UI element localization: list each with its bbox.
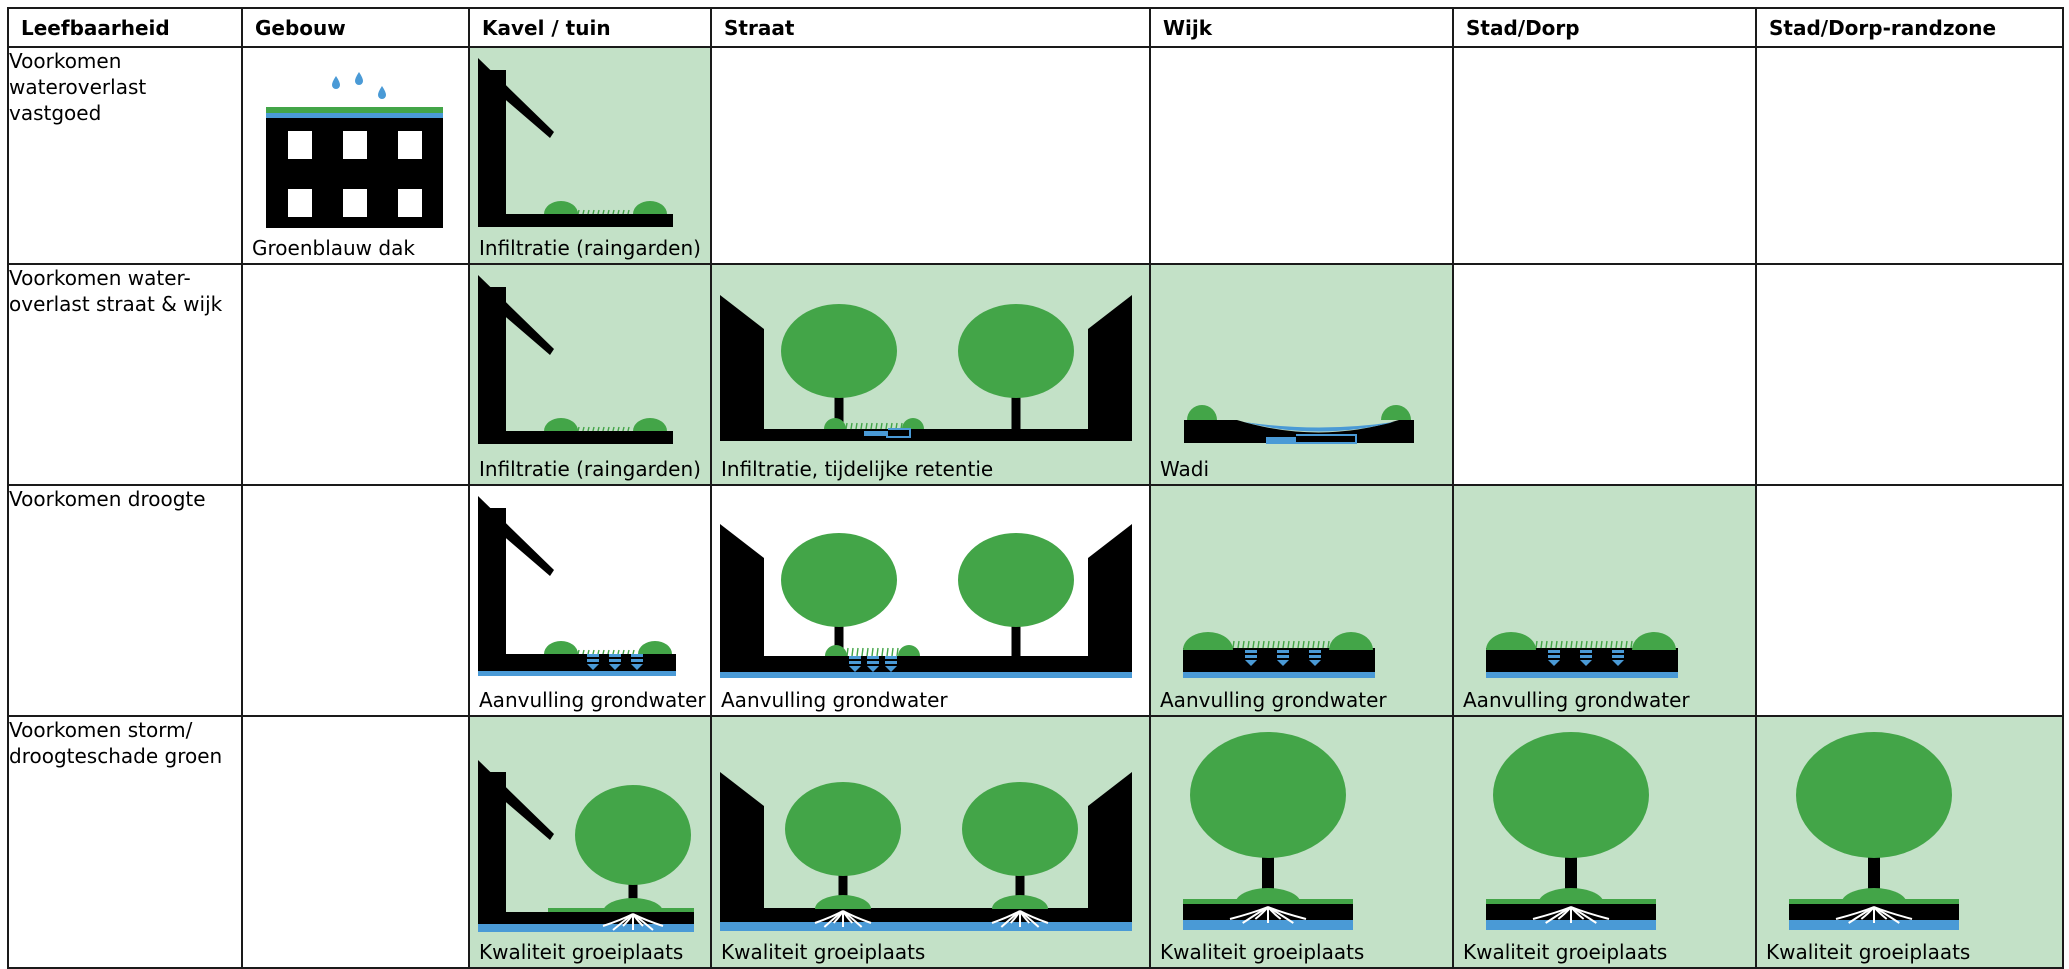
table-row: [8, 264, 2063, 485]
illustration-shape: [598, 650, 599, 654]
illustration-shape: [603, 427, 604, 431]
illustration-shape: [1612, 655, 1624, 658]
illustration-shape: [288, 131, 312, 159]
illustration-shape: [578, 650, 579, 654]
illustration-shape: [575, 785, 691, 885]
cell-caption: Aanvulling grondwater: [479, 688, 706, 712]
illustration-shape: [720, 908, 1132, 922]
row-label: Voorkomen storm/ droogteschade groen: [8, 716, 242, 968]
illustration-shape: [618, 650, 619, 654]
illustration-shape: [1486, 632, 1536, 650]
illustration-shape: [1486, 672, 1678, 678]
house-tree-roots-illustration: [478, 717, 703, 927]
illustration-shape: [628, 210, 629, 214]
cell-caption: Aanvulling grondwater: [1463, 688, 1690, 712]
illustration-shape: [1245, 655, 1257, 658]
illustration-shape: [638, 641, 672, 654]
table-cell: [1756, 264, 2063, 485]
table-cell: [469, 264, 711, 485]
illustration-shape: [598, 427, 599, 431]
illustration-shape: [1586, 641, 1587, 648]
header-kavel-tuin: Kavel / tuin: [469, 8, 711, 47]
illustration-shape: [902, 418, 924, 429]
table-cell: [469, 716, 711, 968]
illustration-shape: [1298, 641, 1299, 648]
illustration-shape: [720, 672, 1132, 678]
illustration-shape: [587, 654, 599, 657]
illustration-shape: [1308, 641, 1309, 648]
table-cell: [711, 485, 1150, 716]
illustration-shape: [343, 189, 367, 217]
illustration-shape: [1616, 641, 1617, 648]
illustration-shape: [608, 210, 609, 214]
illustration-shape: [781, 533, 897, 627]
illustration-shape: [1548, 655, 1560, 658]
illustration-shape: [613, 210, 614, 214]
illustration-shape: [885, 656, 897, 659]
illustration-shape: [1263, 641, 1264, 648]
illustration-shape: [1841, 888, 1907, 904]
illustration-shape: [1591, 641, 1592, 648]
cell-caption: Groenblauw dak: [252, 236, 415, 260]
illustration-shape: [1088, 772, 1132, 922]
illustration-shape: [881, 423, 882, 429]
illustration-shape: [1277, 655, 1289, 658]
illustration-shape: [603, 650, 604, 654]
table-row: [8, 716, 2063, 968]
illustration-shape: [852, 648, 853, 656]
illustration-shape: [628, 427, 629, 431]
illustration-shape: [1190, 732, 1346, 858]
illustration-shape: [861, 423, 862, 429]
illustration-shape: [1309, 650, 1321, 653]
illustration-shape: [992, 895, 1048, 909]
illustration-shape: [603, 210, 604, 214]
cell-caption: Kwaliteit groeiplaats: [721, 940, 926, 964]
illustration-shape: [1187, 405, 1217, 420]
illustration-shape: [857, 648, 858, 656]
illustration-shape: [378, 86, 386, 99]
illustration-shape: [887, 648, 888, 656]
illustration-shape: [781, 304, 897, 398]
illustration-shape: [720, 772, 764, 922]
illustration-shape: [609, 659, 621, 662]
illustration-shape: [877, 648, 878, 656]
illustration-shape: [628, 650, 629, 654]
illustration-shape: [720, 429, 1132, 441]
illustration-shape: [608, 650, 609, 654]
field-groundwater-illustration: [1462, 486, 1752, 686]
illustration-shape: [266, 107, 443, 113]
illustration-shape: [892, 648, 893, 656]
table-cell: [1453, 716, 1756, 968]
house-groundwater-illustration: [478, 486, 703, 676]
illustration-shape: [1288, 641, 1289, 648]
illustration-shape: [583, 650, 584, 654]
illustration-shape: [1381, 405, 1411, 420]
illustration-shape: [603, 898, 663, 912]
illustration-shape: [1238, 641, 1239, 648]
illustration-shape: [398, 189, 422, 217]
illustration-shape: [1576, 641, 1577, 648]
illustration-shape: [846, 423, 847, 429]
header-row: [8, 8, 2063, 47]
illustration-shape: [633, 201, 667, 214]
illustration-shape: [1184, 420, 1414, 443]
illustration-shape: [1243, 641, 1244, 648]
illustration-shape: [1538, 888, 1604, 904]
illustration-shape: [1611, 641, 1612, 648]
table-row: [8, 47, 2063, 264]
illustration-shape: [583, 210, 584, 214]
table-cell: [711, 264, 1150, 485]
illustration-shape: [720, 922, 1132, 931]
illustration-shape: [1309, 655, 1321, 658]
illustration-shape: [609, 654, 621, 657]
cell-caption: Infiltratie (raingarden): [479, 457, 701, 481]
illustration-shape: [613, 427, 614, 431]
illustration-shape: [885, 661, 897, 664]
illustration-shape: [1546, 641, 1547, 648]
illustration-shape: [1328, 641, 1329, 648]
illustration-shape: [288, 189, 312, 217]
illustration-shape: [593, 650, 594, 654]
table-cell: [1150, 485, 1453, 716]
house-raingarden-illustration: [478, 48, 703, 238]
illustration-shape: [544, 418, 578, 431]
cell-caption: Kwaliteit groeiplaats: [1766, 940, 1971, 964]
table-cell: [469, 485, 711, 716]
measures-table: [7, 7, 2064, 969]
street-groundwater-illustration: [720, 486, 1140, 676]
illustration-shape: [478, 912, 694, 924]
table-cell: [711, 47, 1150, 264]
illustration-shape: [1601, 641, 1602, 648]
illustration-shape: [478, 431, 673, 444]
cell-caption: Kwaliteit groeiplaats: [1463, 940, 1668, 964]
cell-caption: Infiltratie (raingarden): [479, 236, 701, 260]
row-label: Voorkomen water- overlast straat & wijk: [8, 264, 242, 485]
illustration-shape: [266, 113, 443, 118]
illustration-shape: [1581, 641, 1582, 648]
illustration-shape: [1612, 650, 1624, 653]
illustration-shape: [1088, 295, 1132, 441]
illustration-shape: [958, 533, 1074, 627]
illustration-shape: [1183, 672, 1375, 678]
house-raingarden-illustration: [478, 265, 703, 455]
table-cell: [1150, 47, 1453, 264]
illustration-shape: [1253, 641, 1254, 648]
illustration-shape: [478, 671, 676, 676]
illustration-shape: [1318, 641, 1319, 648]
illustration-shape: [631, 654, 643, 657]
illustration-shape: [1580, 650, 1592, 653]
street-retention-illustration: [720, 265, 1140, 455]
illustration-shape: [720, 524, 764, 672]
tree-roots-illustration: [1462, 717, 1752, 932]
illustration-shape: [720, 656, 1132, 672]
table-cell: [1756, 485, 2063, 716]
header-wijk: Wijk: [1150, 8, 1453, 47]
illustration-shape: [1088, 524, 1132, 672]
illustration-shape: [1571, 641, 1572, 648]
illustration-shape: [1303, 641, 1304, 648]
table-cell: [711, 716, 1150, 968]
illustration-shape: [544, 201, 578, 214]
illustration-shape: [1556, 641, 1557, 648]
illustration-shape: [871, 423, 872, 429]
illustration-shape: [864, 431, 888, 436]
illustration-shape: [849, 656, 861, 659]
illustration-shape: [1631, 641, 1632, 648]
illustration-shape: [1266, 437, 1296, 444]
illustration-shape: [849, 661, 861, 664]
table-cell: [242, 716, 469, 968]
illustration-shape: [876, 423, 877, 429]
illustration-shape: [355, 72, 363, 85]
illustration-shape: [623, 427, 624, 431]
illustration-shape: [332, 76, 340, 89]
illustration-shape: [1626, 641, 1627, 648]
header-stad-dorp-randzone: Stad/Dorp-randzone: [1756, 8, 2063, 47]
illustration-shape: [1313, 641, 1314, 648]
illustration-shape: [867, 661, 879, 664]
illustration-shape: [633, 418, 667, 431]
illustration-shape: [886, 423, 887, 429]
building-green-roof-illustration: [251, 48, 451, 238]
illustration-shape: [343, 131, 367, 159]
illustration-shape: [866, 423, 867, 429]
illustration-shape: [583, 427, 584, 431]
illustration-shape: [1258, 641, 1259, 648]
table-cell: [1756, 716, 2063, 968]
illustration-shape: [1293, 641, 1294, 648]
header-straat: Straat: [711, 8, 1150, 47]
illustration-shape: [1621, 641, 1622, 648]
illustration-shape: [720, 295, 764, 441]
illustration-shape: [578, 210, 579, 214]
field-groundwater-illustration: [1159, 486, 1449, 686]
illustration-shape: [1493, 732, 1649, 858]
illustration-shape: [1273, 641, 1274, 648]
illustration-shape: [785, 782, 901, 876]
illustration-shape: [578, 427, 579, 431]
header-leefbaarheid: Leefbaarheid: [8, 8, 242, 47]
illustration-shape: [1323, 641, 1324, 648]
illustration-shape: [398, 131, 422, 159]
illustration-shape: [815, 895, 871, 909]
illustration-shape: [1235, 888, 1301, 904]
wadi-illustration: [1159, 265, 1449, 455]
illustration-shape: [1580, 655, 1592, 658]
header-gebouw: Gebouw: [242, 8, 469, 47]
illustration-shape: [962, 782, 1078, 876]
table-cell: [242, 47, 469, 264]
illustration-shape: [633, 650, 634, 654]
cell-caption: Kwaliteit groeiplaats: [479, 940, 684, 964]
illustration-shape: [593, 210, 594, 214]
table-cell: [469, 47, 711, 264]
cell-caption: Kwaliteit groeiplaats: [1160, 940, 1365, 964]
table-cell: [1756, 47, 2063, 264]
illustration-shape: [1283, 641, 1284, 648]
table-cell: [1453, 485, 1756, 716]
illustration-shape: [1329, 632, 1373, 650]
illustration-shape: [613, 650, 614, 654]
illustration-shape: [862, 648, 863, 656]
cell-caption: Aanvulling grondwater: [721, 688, 948, 712]
table-cell: [1453, 47, 1756, 264]
cell-caption: Aanvulling grondwater: [1160, 688, 1387, 712]
row-label: Voorkomen wateroverlast vastgoed: [8, 47, 242, 264]
illustration-shape: [588, 427, 589, 431]
illustration-shape: [618, 210, 619, 214]
illustration-shape: [897, 648, 898, 656]
illustration-shape: [867, 656, 879, 659]
row-label: Voorkomen droogte: [8, 485, 242, 716]
illustration-shape: [1233, 641, 1234, 648]
illustration-shape: [872, 648, 873, 656]
illustration-shape: [1248, 641, 1249, 648]
illustration-shape: [1548, 650, 1560, 653]
illustration-shape: [593, 427, 594, 431]
illustration-shape: [898, 645, 920, 656]
illustration-shape: [1536, 641, 1537, 648]
illustration-shape: [851, 423, 852, 429]
illustration-shape: [1606, 641, 1607, 648]
illustration-shape: [631, 659, 643, 662]
illustration-shape: [588, 650, 589, 654]
illustration-shape: [882, 648, 883, 656]
illustration-shape: [1632, 632, 1676, 650]
illustration-shape: [587, 659, 599, 662]
illustration-shape: [1268, 641, 1269, 648]
illustration-shape: [608, 427, 609, 431]
table-cell: [242, 485, 469, 716]
illustration-shape: [867, 648, 868, 656]
illustration-shape: [1566, 641, 1567, 648]
table-cell: [1150, 716, 1453, 968]
tree-roots-illustration: [1765, 717, 2055, 932]
illustration-shape: [478, 654, 676, 671]
illustration-shape: [1278, 641, 1279, 648]
illustration-shape: [825, 645, 847, 656]
illustration-shape: [847, 648, 848, 656]
illustration-shape: [856, 423, 857, 429]
illustration-shape: [1183, 632, 1233, 650]
table-row: [8, 485, 2063, 716]
illustration-shape: [618, 427, 619, 431]
street-trees-roots-illustration: [720, 717, 1140, 927]
header-stad-dorp: Stad/Dorp: [1453, 8, 1756, 47]
illustration-shape: [623, 210, 624, 214]
illustration-shape: [598, 210, 599, 214]
illustration-shape: [1551, 641, 1552, 648]
table-cell: [1150, 264, 1453, 485]
tree-roots-illustration: [1159, 717, 1449, 932]
cell-caption: Infiltratie, tijdelijke retentie: [721, 457, 994, 481]
illustration-shape: [478, 214, 673, 227]
illustration-shape: [1796, 732, 1952, 858]
illustration-shape: [1277, 650, 1289, 653]
cell-caption: Wadi: [1160, 457, 1210, 481]
illustration-shape: [1561, 641, 1562, 648]
illustration-shape: [1541, 641, 1542, 648]
table-cell: [242, 264, 469, 485]
illustration-shape: [588, 210, 589, 214]
illustration-shape: [1596, 641, 1597, 648]
illustration-shape: [544, 641, 578, 654]
illustration-shape: [1245, 650, 1257, 653]
table-cell: [1453, 264, 1756, 485]
illustration-shape: [623, 650, 624, 654]
illustration-shape: [958, 304, 1074, 398]
